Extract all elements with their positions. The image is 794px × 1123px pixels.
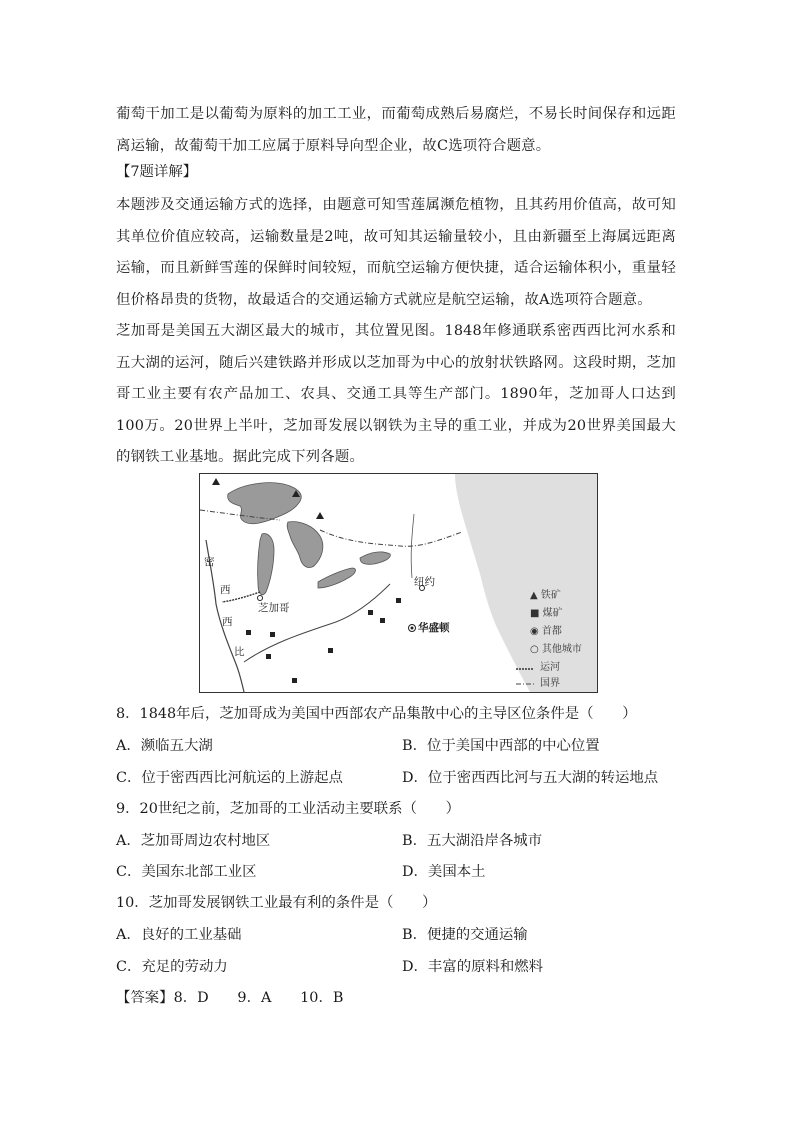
coal-mark bbox=[380, 618, 385, 623]
label-chicago: 芝加哥 bbox=[258, 602, 290, 614]
lake-michigan bbox=[258, 534, 274, 595]
q9-option-b: B．五大湖沿岸各城市 bbox=[402, 833, 543, 849]
q9-option-c: C．美国东北部工业区 bbox=[116, 864, 257, 880]
great-lakes-map bbox=[199, 473, 598, 693]
q7-explanation: 本题涉及交通运输方式的选择，由题意可知雪莲属濒危植物，且其药用价值高，故可知其单位价值应较高，运输数量是2吨，故可知其运输量较小，且由新疆至上海属远距离运输，而且新鲜雪莲的保鲜时间较短，而航空运输方便快捷，适合运输体积小，重量轻但价格昂贵的货物，故最适合的交通运输方式就应是航空运输，故A选项符合题意。 bbox=[116, 197, 676, 308]
label-mississippi-1: 密 bbox=[204, 556, 215, 568]
q9-option-a: A．芝加哥周边农村地区 bbox=[116, 833, 271, 849]
iron-ore-mark bbox=[212, 478, 220, 485]
answer-line: 【答案】8．D 9．A 10．B bbox=[116, 990, 344, 1006]
map-graphic bbox=[200, 474, 597, 692]
coal-mark bbox=[266, 654, 271, 659]
lake-huron bbox=[287, 522, 323, 568]
intro-paragraph: 葡萄干加工是以葡萄为原料的加工工业，而葡萄成熟后易腐烂，不易长时间保存和远距离运输，故葡萄干加工应属于原料导向型企业，故C选项符合题意。 bbox=[116, 106, 676, 154]
atlantic-coast bbox=[455, 474, 597, 692]
q7-heading: 【7题详解】 bbox=[116, 164, 198, 180]
q8-option-b: B．位于美国中西部的中心位置 bbox=[402, 738, 600, 754]
q10-option-d: D．丰富的原料和燃料 bbox=[402, 959, 544, 975]
q8-option-d: D．位于密西西比河与五大湖的转运地点 bbox=[402, 770, 659, 786]
legend-city: ○ 其他城市 bbox=[530, 644, 582, 655]
q9-stem: 9．20世纪之前，芝加哥的工业活动主要联系（ ） bbox=[116, 801, 461, 817]
iron-ore-mark bbox=[316, 512, 324, 519]
q10-option-a: A．良好的工业基础 bbox=[116, 927, 242, 943]
q10-option-c: C．充足的劳动力 bbox=[116, 959, 228, 975]
label-mississippi-2: 西 bbox=[220, 584, 231, 596]
ohio-river bbox=[244, 584, 390, 662]
q10-option-b: B．便捷的交通运输 bbox=[402, 927, 528, 943]
legend-capital: ◉ 首都 bbox=[530, 626, 562, 637]
capital-marker-dot bbox=[411, 627, 414, 630]
coal-mark bbox=[368, 610, 373, 615]
coal-mark bbox=[328, 648, 333, 653]
label-mississippi-3: 西 bbox=[222, 616, 233, 628]
label-washington: 华盛顿 bbox=[418, 622, 450, 634]
q8-option-c: C．位于密西西比河航运的上游起点 bbox=[116, 770, 343, 786]
legend-border: 国界 bbox=[540, 678, 560, 689]
lake-erie bbox=[318, 568, 355, 588]
q8-option-a: A．濒临五大湖 bbox=[116, 738, 213, 754]
coal-mark bbox=[396, 598, 401, 603]
lake-ontario bbox=[360, 552, 390, 564]
label-mississippi-4: 比 bbox=[234, 646, 245, 658]
q9-option-d: D．美国本土 bbox=[402, 864, 486, 880]
legend-coal: ■ 煤矿 bbox=[530, 608, 563, 619]
q10-stem: 10．芝加哥发展钢铁工业最有利的条件是（ ） bbox=[116, 895, 437, 911]
lake-superior bbox=[228, 483, 302, 524]
coal-mark bbox=[270, 632, 275, 637]
coal-mark bbox=[246, 630, 251, 635]
q8-stem: 8．1848年后，芝加哥成为美国中西部农产品集散中心的主导区位条件是（ ） bbox=[116, 706, 637, 722]
passage: 芝加哥是美国五大湖区最大的城市，其位置见图。1848年修通联系密西西比河水系和五大湖的运河，随后兴建铁路并形成以芝加哥为中心的放射状铁路网。这段时期，芝加哥工业主要有农产品加工、农具、交通工具等生产部门。1890年，芝加哥人口达到100万。20世界上半叶，芝加哥发展以钢铁为主导的重工业，并成为20世界美国最大的钢铁工业基地。据此完成下列各题。 bbox=[116, 323, 676, 465]
legend-canal: 运河 bbox=[540, 662, 560, 673]
legend-iron: ▲ 铁矿 bbox=[530, 590, 561, 601]
label-newyork: 纽约 bbox=[414, 576, 435, 588]
coal-mark bbox=[292, 678, 297, 683]
national-border bbox=[200, 510, 462, 546]
